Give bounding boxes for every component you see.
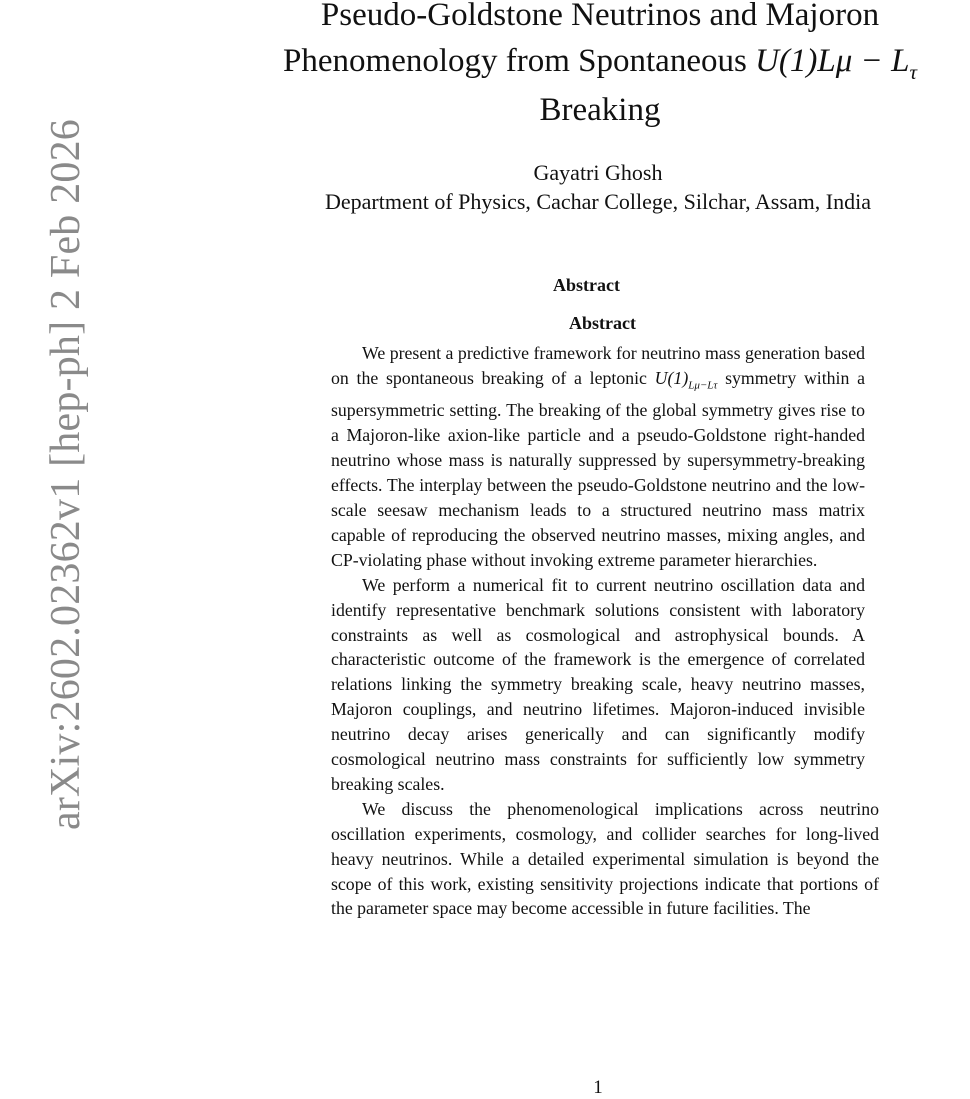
title-math: U(1)Lμ − L	[755, 43, 910, 79]
arxiv-identifier: arXiv:2602.02362v1 [hep-ph] 2 Feb 2026	[43, 119, 89, 830]
abstract-body	[331, 341, 879, 921]
abstract-p1-after: symmetry within a supersymmetric setting. The breaking of the global symmetry gives rise to a Majoron-like axion-like particle and a pseudo-Goldstone right-handed neutrino whose mass is naturally suppressed by supersymmetry-breaking effects. The interplay between the pseudo-Goldstone neutrino and the low-scale seesaw mechanism leads to a structured neutrino mass matrix capable of reproducing the observed neutrino masses, mixing angles, and CP-violating phase without invoking extreme parameter hierarchies.	[331, 367, 865, 570]
title-line-3: Breaking	[539, 92, 661, 128]
abstract-p1-math: U(1)	[654, 367, 689, 388]
title-line-2	[230, 38, 970, 87]
abstract-heading-inner: Abstract	[569, 313, 636, 333]
author-block	[250, 158, 946, 216]
abstract-paragraph-2: We perform a numerical fit to current neutrino oscillation data and identify representative benchmark solutions consistent with laboratory constraints as well as cosmological and astrophysical bounds. A characteristic outcome of the framework is the emergence of correlated relations linking the symmetry breaking scale, heavy neutrino masses, Majoron couplings, and neutrino lifetimes. Majoron-induced invisible neutrino decay arises generically and can significantly modify cosmological neutrino mass constraints for sufficiently low symmetry breaking scales.	[331, 574, 865, 794]
abstract-heading-outer: Abstract	[553, 275, 620, 295]
page-number: 1	[593, 1077, 603, 1098]
abstract-p1-subscript: Lμ−Lτ	[688, 379, 718, 392]
abstract-p1-before: We present a predictive framework for neutrino mass generation based on the spontaneous breaking of a leptonic	[331, 343, 865, 388]
title-line-2-text: Phenomenology from Spontaneous	[283, 43, 756, 79]
title-line-1: Pseudo-Goldstone Neutrinos and Majoron	[320, 0, 880, 33]
arxiv-stamp	[0, 100, 89, 830]
abstract-paragraph-3: We discuss the phenomenological implications across neutrino oscillation experiments, cosmology, and collider searches for long-lived heavy neutrinos. While a detailed experimental simulation is beyond the scope of this work, existing sensitivity projections indicate that portions of the parameter space may become accessible in future facilities. The	[331, 798, 879, 919]
author-name: Gayatri Ghosh	[533, 160, 663, 185]
abstract-paragraph-1	[331, 341, 865, 573]
paper-title	[230, 0, 970, 133]
author-affiliation: Department of Physics, Cachar College, Silchar, Assam, India	[325, 189, 871, 214]
title-math-subscript: τ	[909, 60, 917, 84]
